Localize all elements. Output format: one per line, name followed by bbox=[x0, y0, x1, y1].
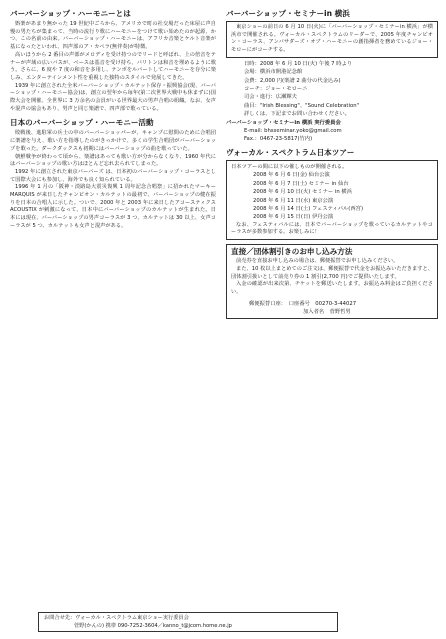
section-title-order: 直接／団体割引きのお申し込み方法 bbox=[231, 247, 353, 257]
seminar-organizer: バーバーショップ・セミナーin 横浜 実行委員会 bbox=[226, 119, 341, 126]
seminar-announcement-box bbox=[226, 21, 438, 58]
contact-box bbox=[38, 612, 338, 632]
paragraph: 1992 年に創立された東京バーバーズ は、日本初のバーバーショップ・コーラスとして国際大会にも参加し、海外でも良く知られている。 bbox=[10, 168, 216, 183]
paragraph: 1939 年に創立された全米バーバーショップ・カルテット保存・振興協会(現、バーバーショップ・ハーモニー協会)は、創立の翌年から毎年(第二次世界大戦中も休まずに)国際大会を開催。全世界に 3 万余名の会員がいる世界最大の男声合唱の組織。なお、女声や混声の協会もあり、男声と同じ楽譜で、四声部で歌っている。 bbox=[10, 82, 216, 112]
seminar-coach: コーチ：ジョー・モローニ bbox=[244, 86, 308, 93]
contact-line: お問合せ先：ヴォーカル・スペクトラム東京ショー実行委員会 bbox=[44, 615, 189, 621]
paragraph: 1996 年 1 月の「阪神・淡路島大震災復興 1 周年記念合唱祭」に招かれたマーキー MARQUIS が来日したチャンピオン・カルテットの最初で、バーバーショップの健在振りを日本の合唱人に示した。ついで、2000 年と 2003 年に来日したアコースティクス ACOUSTIX が刺激になって、日本中にバーバーショップのカルテットが生まれた。日本には現在、バーバーショップの男声コーラスが 3 つ、カルテットは 30 以上、女声コーラスが 5 つ、カルテットも女声と混声がある。 bbox=[10, 184, 216, 229]
paragraph: 高いほうから 2 番目の声部がメロディを受け持つのでリードと呼ばれ、上の倍音をテナーが声域の広いバスが、ベースは基音を受け持ち、バリトンは和音を埋めるように歌う。さらに、6 度や 7 度の和音を多用し、テンポをルバートしてハーモニーを存分に楽しみ、エンターテインメント性を重視した独特のスタイルで発展してきた。 bbox=[10, 51, 216, 81]
tour-event: 2008 年 6 月 7 日(土) セミナー in 仙台 bbox=[253, 180, 349, 187]
tour-closing: なお、フェスティバルには、日本でバーバーショップを歌っているカルテットやコーラスが多数参加する。お楽しみに！ bbox=[231, 221, 433, 236]
section-title-seminar: バーバーショップ・セミナーin 横浜 bbox=[226, 9, 350, 18]
paragraph: 敗戦後、進駐軍の兵士の中のバーバーショッパーが、キャンプに慰問のために合唱団に楽譜を与え、歌い方を指導したのがきっかけで、多くの学生合唱団がバーバーショップを歌った。ダークダックスも初期にはバーバーショップの曲を歌っていた。 bbox=[10, 130, 216, 152]
tour-event: 2008 年 6 月 15 日(日) 伊丹公演 bbox=[253, 214, 334, 221]
tour-event: 2008 年 6 月 6 日(金) 仙台公演 bbox=[253, 172, 330, 179]
paragraph: また、10 枚以上まとめてのご注文は、郵便振替で代金をお振込みいただきますと、団体割引扱いとして前売り券の 1 割引(2,700 円)でご提供いたします。 bbox=[231, 265, 433, 280]
seminar-mc: 司会・進行：広瀬輝夫 bbox=[244, 94, 297, 101]
seminar-songs: 曲目："Irish Blessing"、"Sound Celebration" bbox=[244, 102, 360, 109]
seminar-date: 日時：2008 年 6 月 10 日(火) 午後 7 時より bbox=[244, 60, 353, 67]
right-column bbox=[226, 8, 438, 319]
paragraph: 前売券を直接お申し込みの場合は、郵便振替でお申し込みください。 bbox=[236, 258, 399, 265]
bank-account-line: 郵便振替口座： 口座番号 00270-3-44027 bbox=[249, 300, 357, 307]
section-title-barbershop-harmony: バーバーショップ・ハーモニーとは bbox=[10, 9, 131, 18]
tour-event: 2008 年 6 月 10 日(火) セミナー in 横浜 bbox=[253, 189, 352, 196]
bank-holder-line: 加入者名 菅野哲男 bbox=[303, 308, 351, 315]
tour-event: 2008 年 6 月 11 日(水) 東京公演 bbox=[253, 197, 334, 204]
ticket-order-box bbox=[226, 244, 438, 319]
seminar-fee: 会費：2,000 円(楽譜 2 曲分の代金込み) bbox=[244, 77, 341, 84]
seminar-venue: 会場：横浜市開港記念館 bbox=[244, 69, 303, 76]
seminar-email: E-mail: bhsseminar.yoko@gmail.com bbox=[244, 128, 342, 135]
seminar-note: 詳しくは、下記までお問い合わせください。 bbox=[244, 111, 350, 118]
paragraph: 朝鮮戦争が終わって頃から、楽譜はあっても歌い方が分からなくなり、1960 年代にはバーバーショップの歌い方はほとんど忘れ去られてしまった。 bbox=[10, 153, 216, 168]
section-title-tour: ヴォーカル・スペクトラム日本ツアー bbox=[226, 147, 355, 157]
section-title-japan-activity: 日本のバーバーショップ・ハーモニー活動 bbox=[10, 118, 154, 128]
seminar-description: 東京ショーの前日の 6 月 10 日(火)に「バーバーショップ・セミナーin 横浜」が横浜市で開催される。ヴォーカル・スペクトラムのリーダーで、2005 年度チャンピオン・コーラス、アンバサダーズ・オブ・ハーモニーの創指揮者を務めているジョー・モローにがコーチする。 bbox=[231, 24, 433, 54]
tour-intro: 日本ツアーの間に以下の催しものが開催される。 bbox=[231, 163, 348, 170]
paragraph: 娯楽があまり無かった 19 世紀中ごろから、アメリカで町の社交場だった床屋に声自慢の男たちが集まって、当時の流行り歌にハーモニーをつけて歌い始めたのが起源、かつ、この名前の由来。バーバーショップ・ハーモニーは、アフリカ音楽とケルト音楽が基になったといわれ、四声部のア・カペラ(無伴奏)が特徴。 bbox=[10, 21, 216, 51]
tour-event: 2008 年 6 月 14 日(土) フェスティバル(西宮) bbox=[253, 205, 364, 212]
left-column bbox=[10, 8, 216, 231]
seminar-fax: Fax.：0467-23-5817(竹内) bbox=[244, 136, 313, 143]
tour-box bbox=[226, 160, 438, 240]
contact-details: 菅野(かんの) 携帯 090-7252-3604／kanno_t@jcom.home.ne.jp bbox=[74, 623, 232, 629]
paragraph: 入金の確認が出来次第、チケットを郵送いたします。お振込み料金はご負担ください。 bbox=[231, 281, 433, 295]
